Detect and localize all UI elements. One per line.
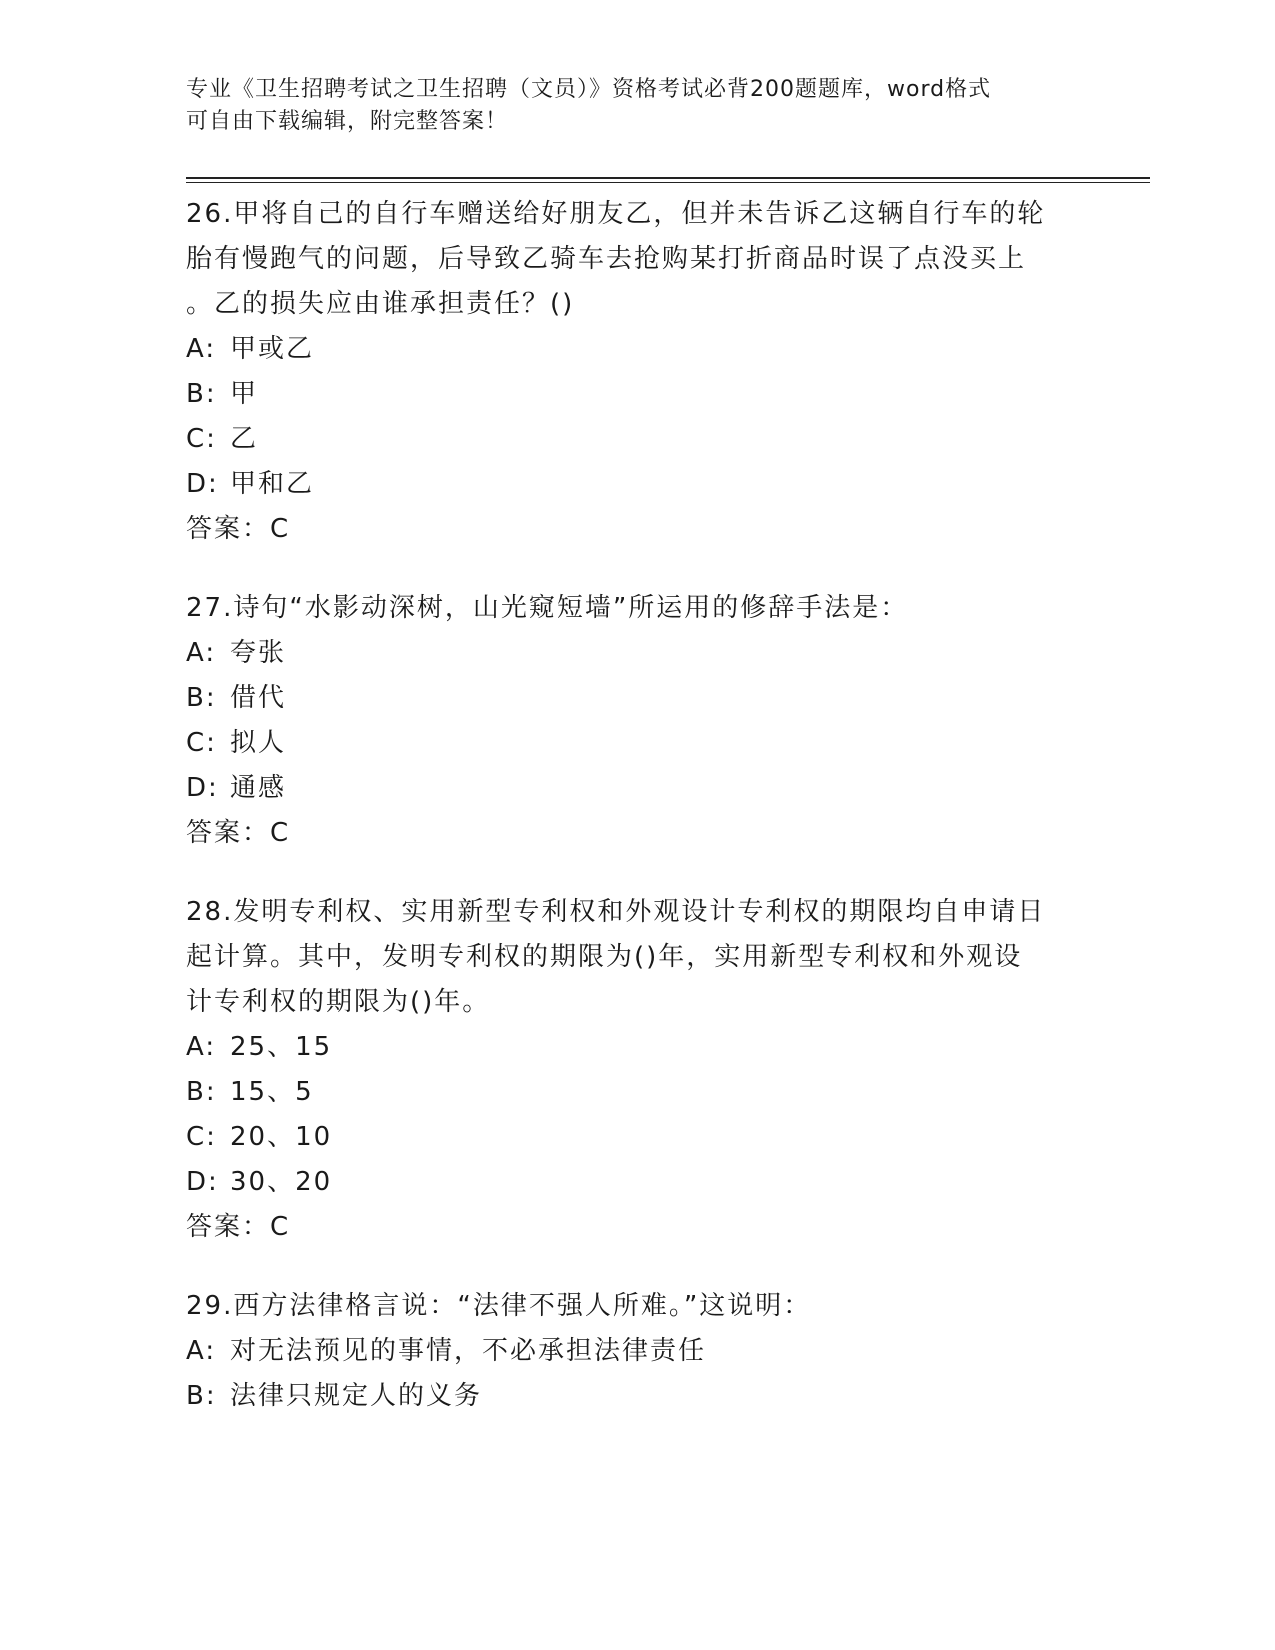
option-c: [186, 721, 1086, 766]
option-letter: C:: [186, 424, 217, 454]
option-text: 法律只规定人的义务: [230, 1381, 483, 1411]
header-divider-thin: [186, 182, 1150, 183]
question-stem: [186, 1284, 1086, 1329]
answer-text: 答案：C: [186, 818, 291, 848]
option-text: 借代: [230, 683, 287, 713]
option-letter: A:: [186, 1032, 217, 1062]
option-a: [186, 1329, 1086, 1374]
question-stem: [186, 586, 1086, 631]
option-text: 30、20: [230, 1167, 333, 1197]
option-text: 乙: [230, 424, 259, 454]
header-divider-thick: [186, 177, 1150, 179]
question-29: [186, 1284, 1086, 1419]
question-stem-line: 起计算。其中，发明专利权的期限为()年，实用新型专利权和外观设: [186, 942, 1023, 972]
option-letter: B:: [186, 1381, 217, 1411]
question-28: [186, 890, 1086, 1250]
question-stem: [186, 192, 1086, 327]
option-d: [186, 462, 1086, 507]
option-d: [186, 1160, 1086, 1205]
option-a: [186, 1025, 1086, 1070]
option-text: 对无法预见的事情，不必承担法律责任: [230, 1336, 707, 1366]
option-text: 20、10: [230, 1122, 333, 1152]
option-b: [186, 1070, 1086, 1115]
question-26: [186, 192, 1086, 552]
option-c: [186, 417, 1086, 462]
option-c: [186, 1115, 1086, 1160]
option-text: 甲和乙: [230, 469, 315, 499]
document-header: [186, 74, 1066, 138]
question-stem-line: 。乙的损失应由谁承担责任？(): [186, 289, 575, 319]
header-title-line-1: 专业《卫生招聘考试之卫生招聘（文员）》资格考试必背200题题库，word格式: [186, 77, 992, 102]
question-stem-line: 26.甲将自己的自行车赠送给好朋友乙，但并未告诉乙这辆自行车的轮: [186, 199, 1046, 229]
question-stem: [186, 890, 1086, 1025]
option-letter: D:: [186, 773, 219, 803]
option-text: 甲: [230, 379, 259, 409]
question-27: [186, 586, 1086, 856]
option-text: 通感: [230, 773, 287, 803]
answer-text: 答案：C: [186, 514, 291, 544]
question-stem-line: 29.西方法律格言说：“法律不强人所难。”这说明：: [186, 1291, 812, 1321]
option-text: 25、15: [230, 1032, 333, 1062]
option-b: [186, 1374, 1086, 1419]
question-stem-line: 27.诗句“水影动深树，山光窥短墙”所运用的修辞手法是：: [186, 593, 909, 623]
option-letter: D:: [186, 469, 219, 499]
question-stem-line: 28.发明专利权、实用新型专利权和外观设计专利权的期限均自申请日: [186, 897, 1046, 927]
answer-text: 答案：C: [186, 1212, 291, 1242]
question-list: [186, 192, 1086, 1453]
option-letter: A:: [186, 638, 217, 668]
question-stem-line: 计专利权的期限为()年。: [186, 987, 491, 1017]
option-d: [186, 766, 1086, 811]
option-letter: B:: [186, 683, 217, 713]
option-letter: C:: [186, 1122, 217, 1152]
option-text: 15、5: [230, 1077, 314, 1107]
option-letter: D:: [186, 1167, 219, 1197]
option-b: [186, 676, 1086, 721]
option-letter: A:: [186, 1336, 217, 1366]
header-title-line-2: 可自由下载编辑，附完整答案！: [186, 109, 509, 134]
option-a: [186, 631, 1086, 676]
question-stem-line: 胎有慢跑气的问题，后导致乙骑车去抢购某打折商品时误了点没买上: [186, 244, 1027, 274]
option-text: 夸张: [230, 638, 287, 668]
option-text: 拟人: [230, 728, 287, 758]
option-a: [186, 327, 1086, 372]
option-text: 甲或乙: [230, 334, 315, 364]
option-b: [186, 372, 1086, 417]
option-letter: B:: [186, 1077, 217, 1107]
option-letter: A:: [186, 334, 217, 364]
option-letter: C:: [186, 728, 217, 758]
option-letter: B:: [186, 379, 217, 409]
